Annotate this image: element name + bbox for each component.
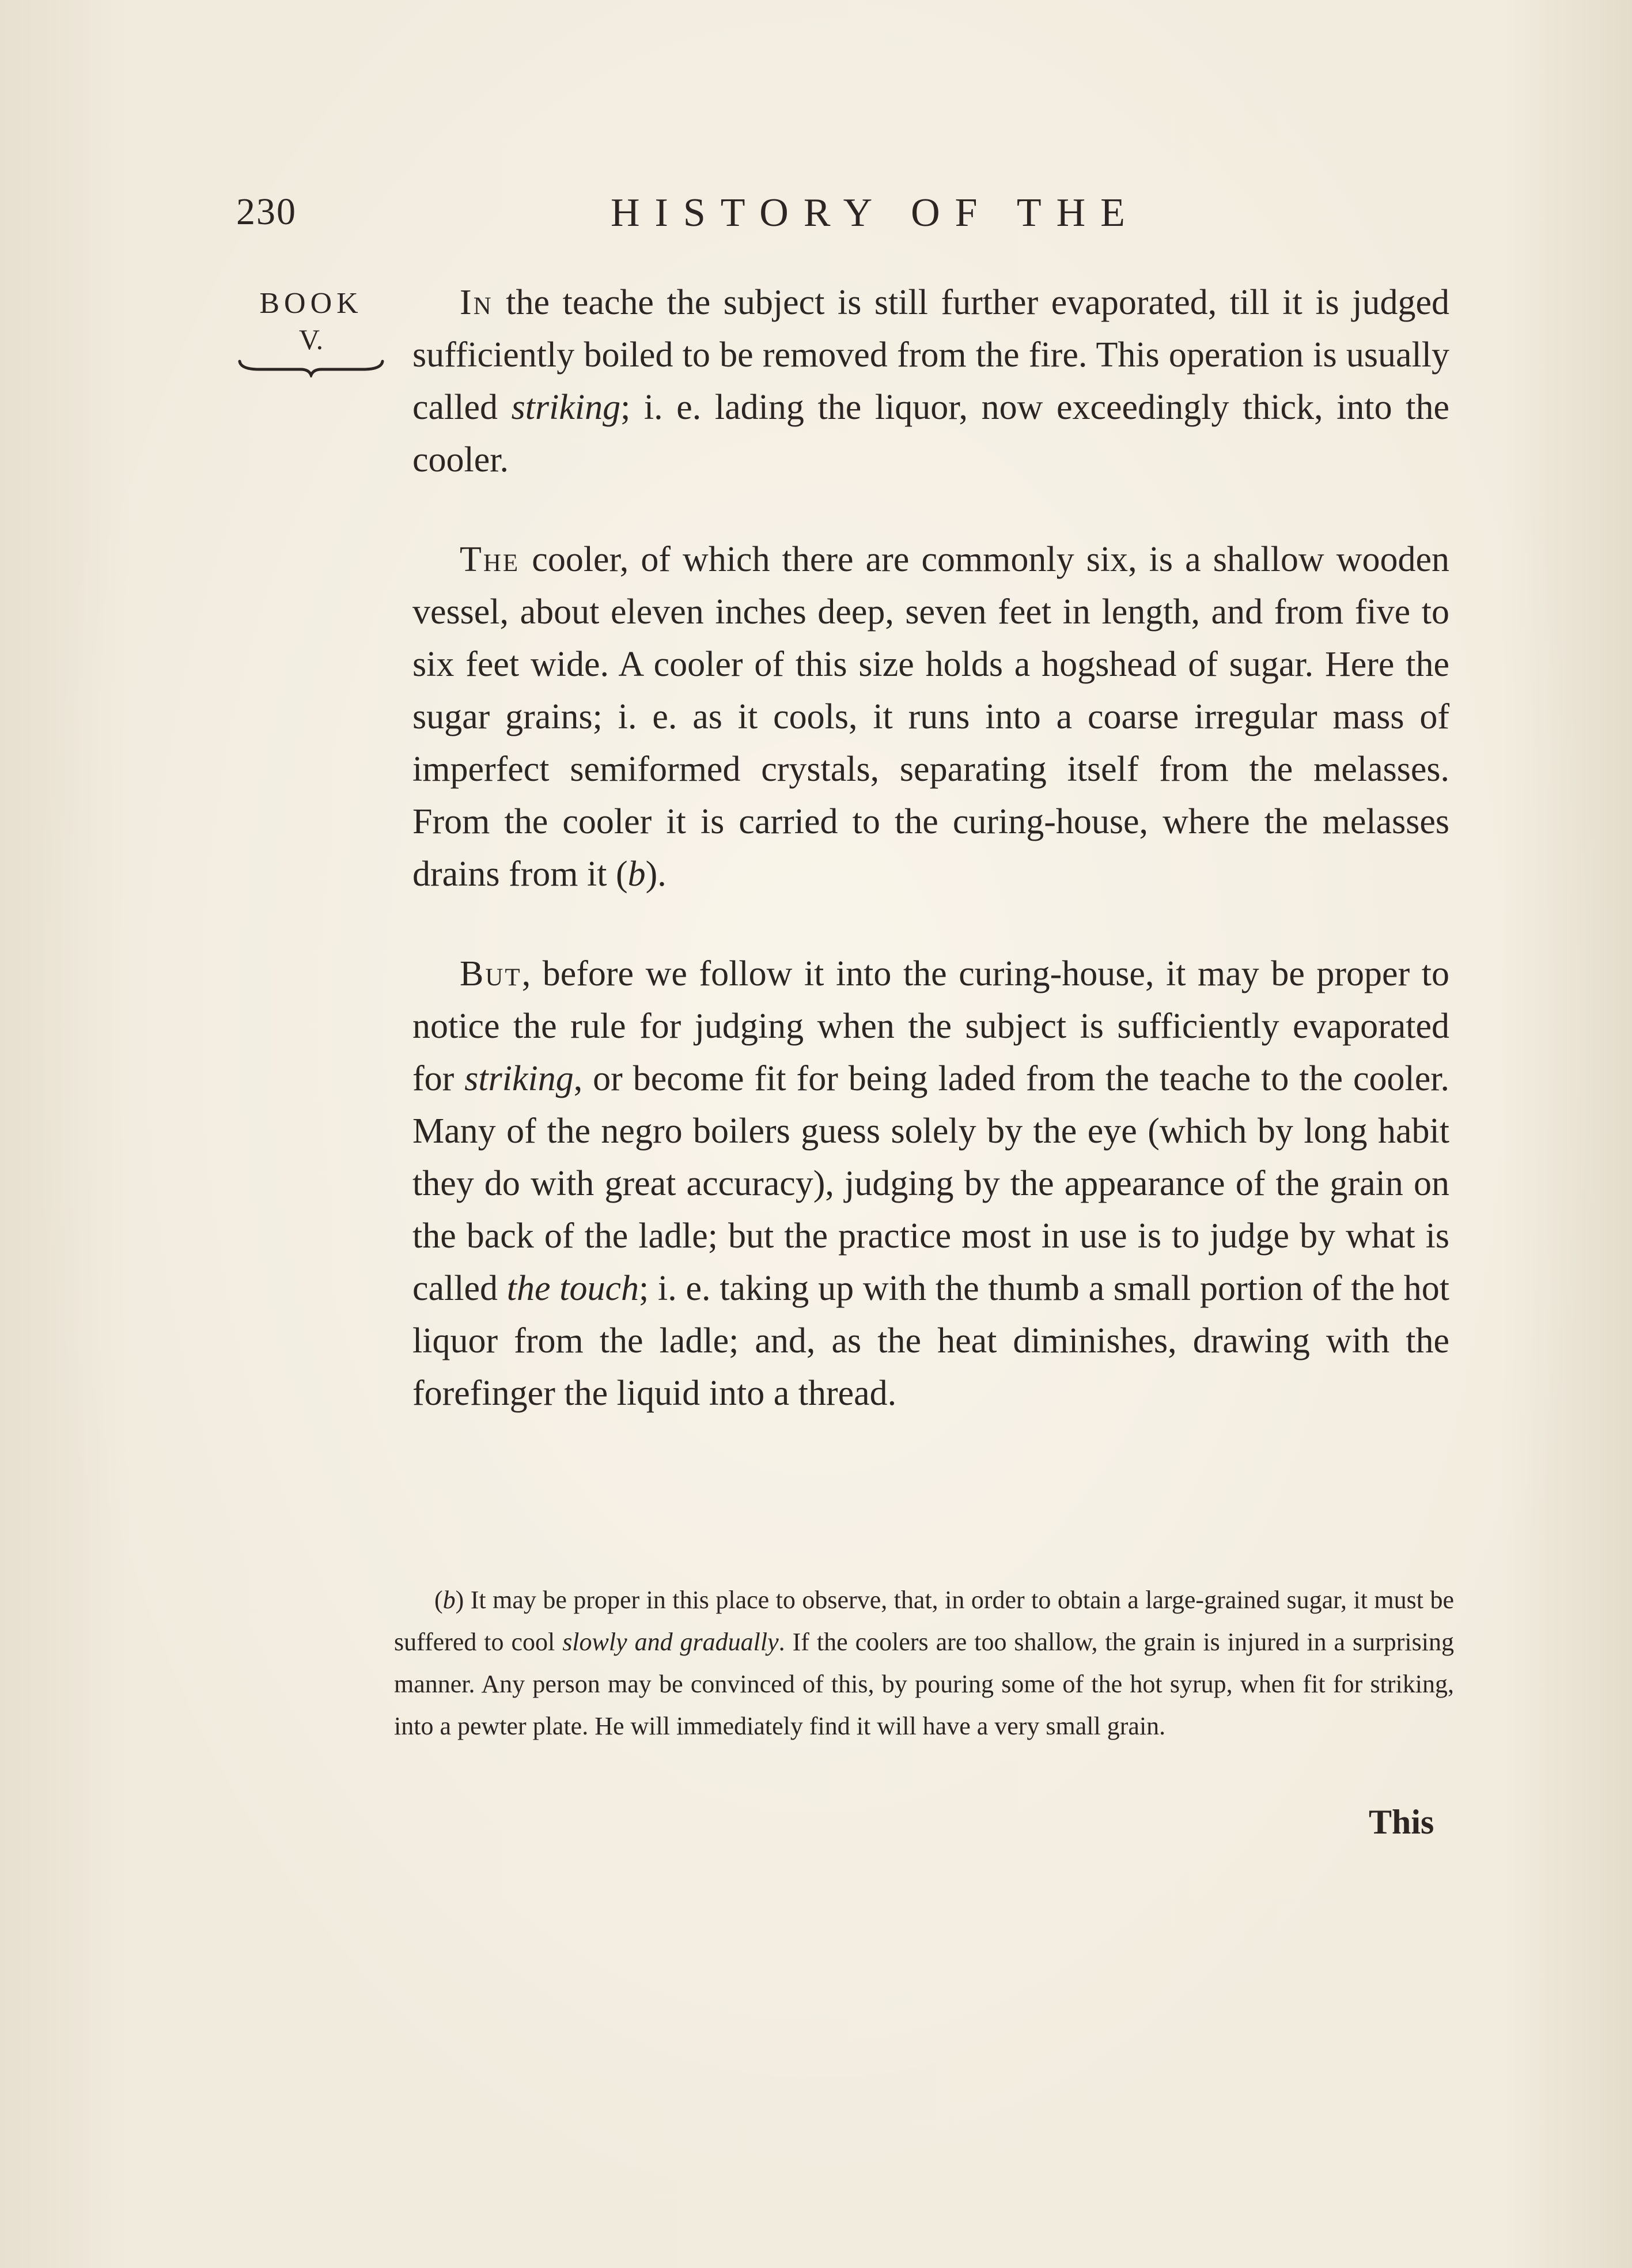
italic-text: striking bbox=[511, 388, 621, 427]
paragraph bbox=[412, 277, 1449, 486]
italic-text: slowly and gradually bbox=[562, 1628, 779, 1656]
text-run: ; i. e. lading the liquor, now exceedingly thick, into the cooler. bbox=[412, 388, 1449, 479]
running-title: HISTORY OF THE bbox=[611, 191, 1140, 235]
paragraph-lead-word: The bbox=[460, 540, 520, 579]
margin-note bbox=[230, 285, 392, 377]
text-run: ( bbox=[434, 1586, 443, 1614]
paragraph bbox=[412, 534, 1449, 901]
text-run: ; i. e. taking up with the thumb a small portion of the hot liquor from the ladle; and, as the heat diminishes, drawing with the forefinger the liquid into a thread. bbox=[412, 1269, 1449, 1413]
main-text bbox=[412, 277, 1449, 1467]
italic-text: b bbox=[627, 855, 646, 894]
italic-text: the touch bbox=[506, 1269, 639, 1308]
book-label: BOOK bbox=[259, 287, 363, 320]
text-run: cooler, of which there are commonly six, is a shallow wooden vessel, about eleven inches deep, seven feet in length, and from five to six feet wide. A cooler of this size holds a hogshead of sugar. Here the sugar grains; i. e. as it cools, it runs into a coarse irregular mass of imperfect semiformed crystals, separating itself from the melasses. From the cooler it is carried to the curing-house, where the melasses drains from it ( bbox=[412, 540, 1449, 894]
footnote bbox=[394, 1579, 1454, 1747]
running-head bbox=[0, 190, 1632, 248]
text-run: the teache the subject is still further evaporated, till it is judged sufficiently boiled to be removed from the fire. This operation is usually called bbox=[412, 283, 1449, 427]
brace-ornament-icon bbox=[236, 358, 386, 377]
book-number: V. bbox=[298, 323, 324, 356]
italic-text: b bbox=[442, 1586, 456, 1614]
text-run: . If the coolers are too shallow, the grain is injured in a surprising manner. Any person may be convinced of this, by pouring some of the hot syrup, when fit for striking, into a pewter plate. He will immediately find it will have a very small grain. bbox=[394, 1628, 1455, 1740]
text-run: ). bbox=[645, 855, 667, 894]
paragraph-lead-word: But bbox=[460, 954, 522, 993]
italic-text: striking bbox=[464, 1059, 574, 1098]
paragraph-lead-word: In bbox=[460, 283, 493, 322]
paragraph bbox=[412, 948, 1449, 1420]
page-number: 230 bbox=[236, 191, 297, 233]
catchword: This bbox=[1369, 1803, 1434, 1841]
text-run: , before we follow it into the curing-house, it may be proper to notice the rule for judging when the subject is sufficiently evaporated for bbox=[412, 954, 1449, 1098]
text-run: ) It may be proper in this place to observe, that, in order to obtain a large-grained sugar, it must be suffered to cool bbox=[394, 1586, 1454, 1656]
text-run: , or become fit for being laded from the teache to the cooler. Many of the negro boilers guess solely by the eye (which by long habit they do with great accuracy), judging by the appearance of the grain on the back of the ladle; but the practice most in use is to judge by what is called bbox=[412, 1059, 1449, 1308]
